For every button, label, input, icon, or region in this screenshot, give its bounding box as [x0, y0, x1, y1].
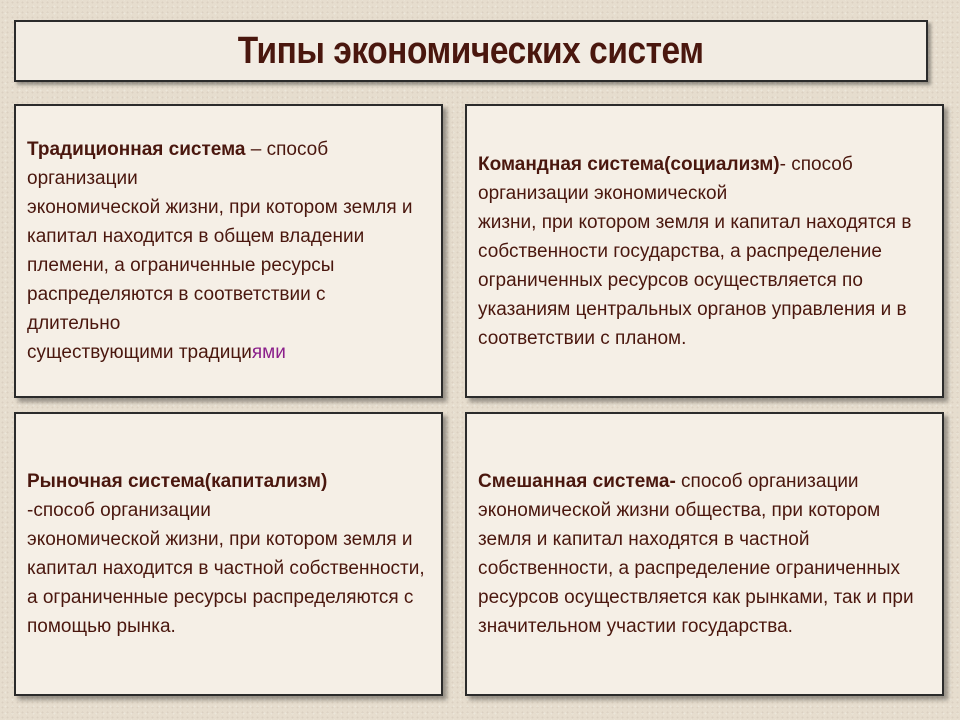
term-traditional-system: Традиционная система — [27, 139, 246, 160]
text-line: – способ — [245, 139, 329, 160]
text-line: ограниченных ресурсов осуществляется по — [478, 269, 863, 291]
text-line: капитал находится в общем владении — [27, 226, 365, 247]
highlighted-suffix: ями — [251, 342, 286, 363]
card-text — [27, 467, 429, 641]
text-line: а ограниченные ресурсы распределяются с — [27, 587, 414, 608]
card-traditional-system — [14, 104, 443, 398]
term-command-system: Командная система(социализм) — [478, 153, 780, 175]
card-mixed-system — [465, 412, 944, 696]
text-line: организации экономической — [478, 182, 728, 204]
text-line: экономической жизни, при котором земля и — [27, 529, 413, 550]
text-line: экономической жизни общества, при котором — [478, 500, 881, 521]
text-line: помощью рынка. — [27, 616, 176, 637]
text-line: длительно — [27, 313, 121, 334]
term-market-system: Рыночная система(капитализм) — [27, 471, 328, 492]
title-box — [14, 20, 928, 82]
card-text — [478, 150, 930, 353]
text-line: собственности, а распределение ограниченных — [478, 558, 900, 579]
text-line: -способ организации — [27, 500, 211, 521]
text-line: земля и капитал находятся в частной — [478, 529, 810, 550]
text-line: распределяются в соответствии с — [27, 284, 326, 305]
text-line: жизни, при котором земля и капитал находятся в — [478, 211, 912, 233]
card-text — [27, 135, 429, 367]
text-line: собственности государства, а распределение — [478, 240, 882, 262]
text-line: капитал находится в частной собственности, — [27, 558, 425, 579]
text-line: племени, а ограниченные ресурсы — [27, 255, 335, 276]
text-line: организации — [27, 168, 138, 189]
text-line: - способ — [779, 153, 853, 175]
card-market-system — [14, 412, 443, 696]
text-line: указаниям центральных органов управления и в — [478, 298, 907, 320]
text-line: соответствии с планом. — [478, 327, 687, 349]
text-line: способ организации — [675, 471, 859, 492]
text-line: значительном участии государства. — [478, 616, 793, 637]
text-line: существующими традици — [27, 342, 252, 363]
text-line: ресурсов осуществляется как рынками, так и при — [478, 587, 914, 608]
term-mixed-system: Смешанная система- — [478, 471, 676, 492]
card-text — [478, 467, 930, 641]
page-title: Типы экономических систем — [238, 29, 704, 72]
card-command-system — [465, 104, 944, 398]
text-line: экономической жизни, при котором земля и — [27, 197, 413, 218]
